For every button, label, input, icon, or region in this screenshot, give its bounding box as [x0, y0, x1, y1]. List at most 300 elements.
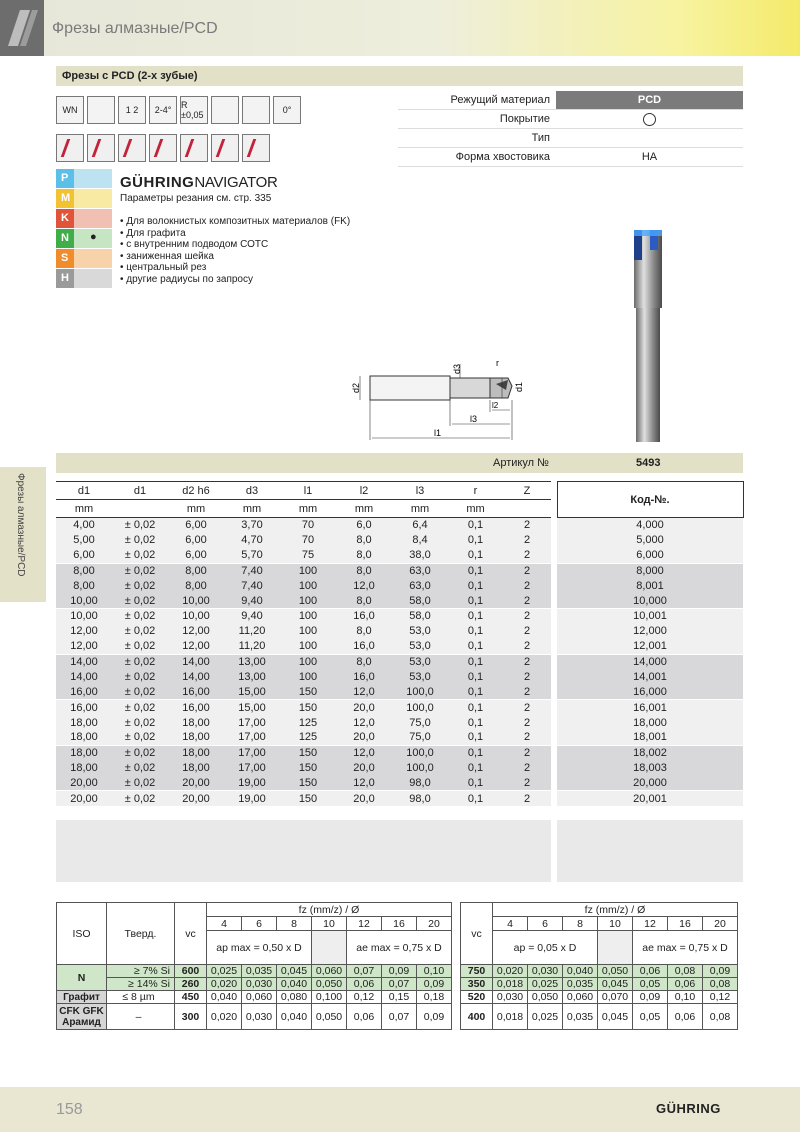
table-cell: 125 [280, 730, 336, 745]
table-cell: 8,0 [336, 533, 392, 548]
hardness-cell: ≤ 8 µm [107, 991, 175, 1004]
table-cell: 0,1 [448, 533, 503, 548]
iso-letter: P [56, 169, 74, 188]
table-cell: 2 [503, 745, 551, 760]
table-row [56, 593, 743, 608]
table-cell: 2 [503, 685, 551, 700]
prop-row-shank [398, 148, 743, 167]
fz-cell: 0,025 [207, 965, 242, 978]
fz-cell: 0,09 [417, 1004, 452, 1030]
diameter-header: 20 [703, 917, 738, 931]
fz-cell: 0,030 [242, 978, 277, 991]
ap-label: ap = 0,05 x D [493, 931, 598, 965]
table-cell: 2 [503, 609, 551, 624]
fz-cell: 0,07 [347, 965, 382, 978]
fz-cell: 0,035 [563, 1004, 598, 1030]
fz-cell: 0,045 [277, 965, 312, 978]
table-cell: 2 [503, 533, 551, 548]
prop-label: Режущий материал [450, 94, 550, 106]
table-cell: 11,20 [224, 639, 280, 654]
dim-label-r: r [496, 358, 499, 368]
fz-cell: 0,06 [668, 978, 703, 991]
fz-cell: 0,05 [633, 978, 668, 991]
table-cell: ± 0,02 [112, 624, 168, 639]
application-icon [211, 134, 239, 162]
table-cell: 20,00 [168, 791, 224, 806]
navigator-reference: Параметры резания см. стр. 335 [120, 193, 272, 204]
diameter-header: 12 [347, 917, 382, 931]
table-cell: ± 0,02 [112, 700, 168, 715]
unit-cell: mm [336, 500, 392, 518]
list-item: • заниженная шейка [120, 251, 350, 263]
vc-cell: 300 [175, 1004, 207, 1030]
table-row [56, 563, 743, 578]
table-cell: ± 0,02 [112, 669, 168, 684]
table-row [56, 548, 743, 563]
column-header: Z [503, 482, 551, 500]
table-cell: 0,1 [448, 518, 503, 533]
vc-header: vc [175, 903, 207, 965]
fz-cell: 0,09 [382, 965, 417, 978]
table-cell: 18,00 [168, 730, 224, 745]
table-row [56, 639, 743, 654]
table-cell: 15,00 [224, 685, 280, 700]
fz-header: fz (mm/z) / Ø [493, 903, 738, 917]
fz-cell: 0,045 [598, 1004, 633, 1030]
vc-cell: 600 [175, 965, 207, 978]
table-cell: 0,1 [448, 685, 503, 700]
table-row [56, 715, 743, 730]
diameter-header: 16 [668, 917, 703, 931]
list-item: • центральный рез [120, 262, 350, 274]
fz-cell: 0,035 [563, 978, 598, 991]
table-cell: 18,00 [56, 761, 112, 776]
table-cell: 14,00 [56, 654, 112, 669]
prop-value [556, 129, 743, 147]
diameter-header: 16 [382, 917, 417, 931]
column-header: d2 h6 [168, 482, 224, 500]
table-cell: 0,1 [448, 609, 503, 624]
iso-suitability: ● [74, 229, 112, 248]
feature-icon [87, 96, 115, 124]
table-cell: 4,00 [56, 518, 112, 533]
table-cell: ± 0,02 [112, 593, 168, 608]
fz-cell: 0,09 [703, 965, 738, 978]
diameter-header: 6 [242, 917, 277, 931]
iso-group: Графит [57, 991, 107, 1004]
prop-label: Покрытие [499, 113, 550, 125]
table-cell: 5,70 [224, 548, 280, 563]
vc-cell: 350 [461, 978, 493, 991]
table-cell: 6,4 [392, 518, 448, 533]
table-cell: ± 0,02 [112, 791, 168, 806]
table-cell: 0,1 [448, 624, 503, 639]
feature-icon: 1 2 [118, 96, 146, 124]
iso-suitability [74, 249, 112, 268]
table-cell: 7,40 [224, 563, 280, 578]
table-cell: 12,00 [168, 624, 224, 639]
table-cell: 98,0 [392, 791, 448, 806]
fz-cell: 0,06 [633, 965, 668, 978]
page-title: Фрезы алмазные/PCD [52, 20, 218, 37]
ap-label: ap max = 0,50 x D [207, 931, 312, 965]
prop-value: PCD [556, 91, 743, 109]
fz-cell: 0,10 [668, 991, 703, 1004]
table-cell: 6,00 [56, 548, 112, 563]
prop-value: HA [641, 151, 658, 163]
table-cell: 6,00 [168, 548, 224, 563]
table-cell: ± 0,02 [112, 609, 168, 624]
table-cell: 0,1 [448, 700, 503, 715]
table-cell: 70 [280, 518, 336, 533]
table-cell: 75 [280, 548, 336, 563]
application-icon [118, 134, 146, 162]
feature-icon: R ±0,05 [180, 96, 208, 124]
table-row [56, 609, 743, 624]
table-cell: 2 [503, 715, 551, 730]
table-cell: 100 [280, 563, 336, 578]
feature-icon [211, 96, 239, 124]
list-item: • с внутренним подводом СОТС [120, 239, 350, 251]
table-cell: 150 [280, 700, 336, 715]
table-row [56, 745, 743, 760]
iso-header: ISO [57, 903, 107, 965]
table-cell: 5,00 [56, 533, 112, 548]
table-cell: 11,20 [224, 624, 280, 639]
table-cell: 2 [503, 624, 551, 639]
table-cell: 0,1 [448, 730, 503, 745]
fz-cell: 0,06 [668, 1004, 703, 1030]
fz-cell: 0,09 [633, 991, 668, 1004]
table-cell: 8,0 [336, 548, 392, 563]
application-icon [56, 134, 84, 162]
table-cell: 2 [503, 700, 551, 715]
cutting-data-table-left [56, 902, 452, 1030]
table-cell: 100,0 [392, 761, 448, 776]
table-cell: 98,0 [392, 776, 448, 791]
table-cell: 10,001 [557, 609, 743, 624]
iso-letter: S [56, 249, 74, 268]
engagement-icon [598, 931, 633, 965]
diameter-header: 20 [417, 917, 452, 931]
table-cell: 8,0 [336, 593, 392, 608]
dim-label-l1: l1 [434, 428, 442, 438]
table-cell: 20,0 [336, 791, 392, 806]
table-cell: 8,0 [336, 654, 392, 669]
table-row [56, 654, 743, 669]
cutting-data-table-right [460, 902, 738, 1030]
table-cell: 10,00 [168, 593, 224, 608]
table-row [56, 624, 743, 639]
unit-cell: mm [56, 500, 112, 518]
hardness-header: Тверд. [107, 903, 175, 965]
table-cell: 100 [280, 578, 336, 593]
table-cell: 16,001 [557, 700, 743, 715]
table-cell: 14,00 [56, 669, 112, 684]
unit-cell: mm [280, 500, 336, 518]
table-cell: 2 [503, 730, 551, 745]
section-subtitle: Фрезы с PCD (2-х зубые) [56, 66, 743, 86]
table-cell: 8,001 [557, 578, 743, 593]
table-cell: 8,00 [56, 563, 112, 578]
fz-cell: 0,070 [598, 991, 633, 1004]
iso-row-s [56, 249, 112, 268]
table-cell: 100,0 [392, 700, 448, 715]
table-cell: 16,00 [168, 685, 224, 700]
iso-suitability [74, 269, 112, 288]
fz-cell: 0,050 [312, 1004, 347, 1030]
table-cell: ± 0,02 [112, 578, 168, 593]
fz-cell: 0,050 [528, 991, 563, 1004]
table-cell: 0,1 [448, 791, 503, 806]
vc-cell: 400 [461, 1004, 493, 1030]
table-cell: 0,1 [448, 669, 503, 684]
table-cell: 2 [503, 791, 551, 806]
article-number: 5493 [636, 457, 661, 469]
table-row [56, 685, 743, 700]
table-cell: 53,0 [392, 654, 448, 669]
prop-label: Форма хвостовика [455, 151, 550, 163]
table-cell: 12,0 [336, 578, 392, 593]
table-row [56, 776, 743, 791]
prop-row-material [398, 91, 743, 110]
fz-cell: 0,09 [417, 978, 452, 991]
table-cell: 18,00 [56, 745, 112, 760]
cutting-row [57, 965, 452, 978]
table-cell: 12,0 [336, 745, 392, 760]
table-cell: ± 0,02 [112, 518, 168, 533]
dim-label-d1: d1 [514, 381, 524, 392]
table-cell: 2 [503, 548, 551, 563]
dim-label-l3: l3 [470, 414, 478, 424]
table-cell: 2 [503, 669, 551, 684]
table-row [56, 761, 743, 776]
iso-row-p [56, 169, 112, 188]
table-cell: 12,000 [557, 624, 743, 639]
table-row [56, 730, 743, 745]
table-cell: 14,00 [168, 669, 224, 684]
table-cell: 150 [280, 761, 336, 776]
table-cell: 18,00 [56, 730, 112, 745]
table-row [56, 791, 743, 806]
application-icon [87, 134, 115, 162]
table-cell: ± 0,02 [112, 533, 168, 548]
table-cell: 18,000 [557, 715, 743, 730]
iso-row-k [56, 209, 112, 228]
table-cell: 9,40 [224, 593, 280, 608]
table-cell: 100 [280, 624, 336, 639]
diameter-header: 8 [563, 917, 598, 931]
table-row [56, 533, 743, 548]
iso-suitability [74, 209, 112, 228]
table-cell: 18,003 [557, 761, 743, 776]
fz-cell: 0,045 [598, 978, 633, 991]
table-cell: 150 [280, 791, 336, 806]
table-cell: 100 [280, 669, 336, 684]
table-cell: 6,000 [557, 548, 743, 563]
hardness-cell: – [107, 1004, 175, 1030]
list-item: • Для графита [120, 228, 350, 240]
fz-cell: 0,12 [703, 991, 738, 1004]
table-cell: 9,40 [224, 609, 280, 624]
unit-cell [112, 500, 168, 518]
table-cell: 58,0 [392, 609, 448, 624]
fz-cell: 0,040 [563, 965, 598, 978]
page-number: 158 [56, 1101, 83, 1118]
table-cell: ± 0,02 [112, 745, 168, 760]
vc-cell: 520 [461, 991, 493, 1004]
table-cell: 20,00 [168, 776, 224, 791]
table-cell: 2 [503, 776, 551, 791]
table-cell: 6,0 [336, 518, 392, 533]
dim-label-d2: d2 [351, 382, 361, 393]
fz-cell: 0,080 [277, 991, 312, 1004]
table-header-row [56, 482, 743, 500]
fz-cell: 0,06 [347, 978, 382, 991]
fz-cell: 0,030 [528, 965, 563, 978]
fz-cell: 0,07 [382, 1004, 417, 1030]
table-cell: 18,00 [168, 761, 224, 776]
table-cell: 100,0 [392, 745, 448, 760]
table-cell: 8,00 [56, 578, 112, 593]
table-cell: 20,0 [336, 761, 392, 776]
table-cell: 5,000 [557, 533, 743, 548]
table-cell: 8,00 [168, 563, 224, 578]
table-cell: 0,1 [448, 593, 503, 608]
table-cell: 16,0 [336, 669, 392, 684]
cutting-row [57, 991, 452, 1004]
fz-cell: 0,08 [668, 965, 703, 978]
fz-cell: 0,15 [382, 991, 417, 1004]
table-cell: ± 0,02 [112, 761, 168, 776]
iso-suitability [74, 189, 112, 208]
dim-label-l2: l2 [492, 401, 499, 410]
fz-cell: 0,060 [312, 965, 347, 978]
table-cell: 53,0 [392, 669, 448, 684]
table-row [56, 518, 743, 533]
table-row [56, 578, 743, 593]
fz-cell: 0,020 [207, 978, 242, 991]
table-cell: 8,0 [336, 624, 392, 639]
diameter-header: 10 [312, 917, 347, 931]
table-cell: 14,00 [168, 654, 224, 669]
fz-cell: 0,12 [347, 991, 382, 1004]
table-cell: 10,00 [56, 593, 112, 608]
feature-icon: 0° [273, 96, 301, 124]
table-cell: 16,0 [336, 609, 392, 624]
table-cell: 2 [503, 593, 551, 608]
cutting-row [461, 991, 738, 1004]
fz-cell: 0,07 [382, 978, 417, 991]
ae-label: ae max = 0,75 x D [347, 931, 452, 965]
prop-label: Тип [531, 132, 550, 144]
table-cell: ± 0,02 [112, 776, 168, 791]
column-header: l2 [336, 482, 392, 500]
table-cell: 0,1 [448, 761, 503, 776]
column-header-code: Код-№. [557, 482, 743, 518]
fz-cell: 0,040 [277, 1004, 312, 1030]
page-footer [0, 1087, 800, 1132]
engagement-icon [312, 931, 347, 965]
table-cell: 17,00 [224, 761, 280, 776]
application-icon [180, 134, 208, 162]
page-header [0, 0, 800, 56]
table-cell: 20,0 [336, 700, 392, 715]
table-cell: 13,00 [224, 654, 280, 669]
table-cell: 0,1 [448, 578, 503, 593]
diameter-header: 6 [528, 917, 563, 931]
table-cell: 2 [503, 563, 551, 578]
table-cell: 15,00 [224, 700, 280, 715]
table-cell: 17,00 [224, 715, 280, 730]
table-cell: ± 0,02 [112, 639, 168, 654]
table-filler [557, 820, 743, 882]
fz-cell: 0,08 [703, 1004, 738, 1030]
table-cell: 0,1 [448, 639, 503, 654]
fz-cell: 0,020 [207, 1004, 242, 1030]
table-cell: 12,00 [56, 639, 112, 654]
table-cell: 17,00 [224, 730, 280, 745]
table-cell: 8,4 [392, 533, 448, 548]
application-icon [149, 134, 177, 162]
table-cell: 4,000 [557, 518, 743, 533]
feature-icon: 2-4° [149, 96, 177, 124]
fz-cell: 0,050 [312, 978, 347, 991]
application-icon [242, 134, 270, 162]
fz-cell: 0,040 [207, 991, 242, 1004]
table-cell: 20,000 [557, 776, 743, 791]
table-cell: 58,0 [392, 593, 448, 608]
table-cell: 7,40 [224, 578, 280, 593]
iso-material-groups [56, 169, 112, 289]
prop-value [556, 110, 743, 128]
table-cell: 2 [503, 654, 551, 669]
fz-cell: 0,05 [633, 1004, 668, 1030]
table-cell: 53,0 [392, 639, 448, 654]
diameter-header: 8 [277, 917, 312, 931]
table-cell: 16,000 [557, 685, 743, 700]
iso-row-h [56, 269, 112, 288]
fz-cell: 0,025 [528, 978, 563, 991]
table-cell: 100 [280, 593, 336, 608]
table-cell: 63,0 [392, 563, 448, 578]
feature-icon [242, 96, 270, 124]
table-cell: 2 [503, 761, 551, 776]
table-cell: 12,0 [336, 715, 392, 730]
table-cell: 18,001 [557, 730, 743, 745]
cutting-row [461, 1004, 738, 1030]
column-header: d1 [56, 482, 112, 500]
stripes-icon [6, 8, 38, 48]
table-cell: 16,00 [168, 700, 224, 715]
table-cell: ± 0,02 [112, 730, 168, 745]
table-cell: 12,0 [336, 685, 392, 700]
fz-cell: 0,025 [528, 1004, 563, 1030]
fz-cell: 0,018 [493, 978, 528, 991]
table-cell: 2 [503, 639, 551, 654]
table-row [56, 669, 743, 684]
iso-row-m [56, 189, 112, 208]
prop-row-coating [398, 110, 743, 129]
iso-group: CFK GFK Арамид [57, 1004, 107, 1030]
table-cell: 18,00 [168, 715, 224, 730]
column-header: l3 [392, 482, 448, 500]
table-cell: 20,001 [557, 791, 743, 806]
table-cell: 150 [280, 685, 336, 700]
table-cell: 100 [280, 639, 336, 654]
fz-cell: 0,040 [277, 978, 312, 991]
table-cell: 0,1 [448, 715, 503, 730]
